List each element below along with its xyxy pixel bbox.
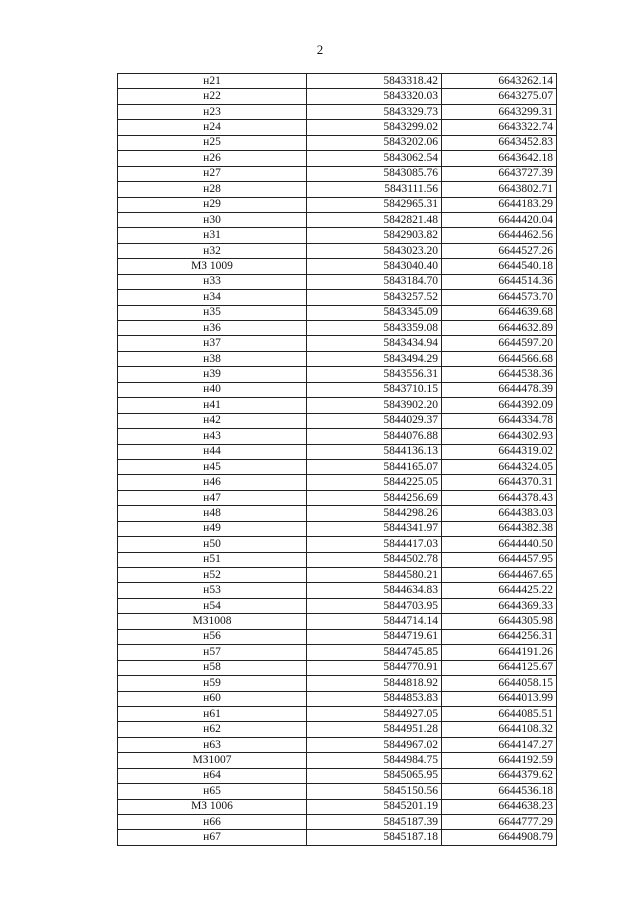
y-coordinate-cell: 6644462.56: [442, 228, 557, 243]
table-row: [118, 475, 557, 490]
y-coordinate-cell: 6644378.43: [442, 490, 557, 505]
y-coordinate-cell: 6644566.68: [442, 351, 557, 366]
point-id-cell: н33: [118, 274, 307, 289]
y-coordinate-cell: 6644085.51: [442, 706, 557, 721]
point-id-cell: н67: [118, 830, 307, 845]
y-coordinate-cell: 6644540.18: [442, 259, 557, 274]
x-coordinate-cell: 5844136.13: [307, 444, 442, 459]
y-coordinate-cell: 6644425.22: [442, 583, 557, 598]
x-coordinate-cell: 5844719.61: [307, 629, 442, 644]
point-id-cell: н54: [118, 598, 307, 613]
table-row: [118, 753, 557, 768]
point-id-cell: н53: [118, 583, 307, 598]
x-coordinate-cell: 5843556.31: [307, 367, 442, 382]
x-coordinate-cell: 5845187.18: [307, 830, 442, 845]
point-id-cell: н31: [118, 228, 307, 243]
y-coordinate-cell: 6644538.36: [442, 367, 557, 382]
y-coordinate-cell: 6644908.79: [442, 830, 557, 845]
y-coordinate-cell: 6644638.23: [442, 799, 557, 814]
x-coordinate-cell: 5843299.02: [307, 120, 442, 135]
table-row: [118, 614, 557, 629]
x-coordinate-cell: 5843202.06: [307, 135, 442, 150]
table-row: [118, 459, 557, 474]
x-coordinate-cell: 5844770.91: [307, 660, 442, 675]
table-row: [118, 382, 557, 397]
table-row: [118, 398, 557, 413]
x-coordinate-cell: 5843257.52: [307, 290, 442, 305]
y-coordinate-cell: 6644370.31: [442, 475, 557, 490]
x-coordinate-cell: 5844225.05: [307, 475, 442, 490]
point-id-cell: н34: [118, 290, 307, 305]
table-row: [118, 89, 557, 104]
x-coordinate-cell: 5843318.42: [307, 74, 442, 89]
point-id-cell: н40: [118, 382, 307, 397]
point-id-cell: н35: [118, 305, 307, 320]
x-coordinate-cell: 5844298.26: [307, 506, 442, 521]
y-coordinate-cell: 6644013.99: [442, 691, 557, 706]
table-row: [118, 74, 557, 89]
y-coordinate-cell: 6644256.31: [442, 629, 557, 644]
table-row: [118, 645, 557, 660]
point-id-cell: н59: [118, 676, 307, 691]
page-number: 2: [316, 42, 324, 57]
table-row: [118, 104, 557, 119]
x-coordinate-cell: 5843434.94: [307, 336, 442, 351]
y-coordinate-cell: 6644324.05: [442, 459, 557, 474]
y-coordinate-cell: 6644420.04: [442, 212, 557, 227]
point-id-cell: н51: [118, 552, 307, 567]
x-coordinate-cell: 5843345.09: [307, 305, 442, 320]
y-coordinate-cell: 6644777.29: [442, 815, 557, 830]
coordinates-table-body: [118, 74, 557, 846]
table-row: [118, 552, 557, 567]
y-coordinate-cell: 6644382.38: [442, 521, 557, 536]
table-row: [118, 120, 557, 135]
table-row: [118, 243, 557, 258]
y-coordinate-cell: 6644108.32: [442, 722, 557, 737]
point-id-cell: МЗ 1009: [118, 259, 307, 274]
y-coordinate-cell: 6644514.36: [442, 274, 557, 289]
x-coordinate-cell: 5844745.85: [307, 645, 442, 660]
x-coordinate-cell: 5844029.37: [307, 413, 442, 428]
point-id-cell: н62: [118, 722, 307, 737]
x-coordinate-cell: 5844967.02: [307, 737, 442, 752]
table-row: [118, 367, 557, 382]
x-coordinate-cell: 5844984.75: [307, 753, 442, 768]
point-id-cell: н38: [118, 351, 307, 366]
x-coordinate-cell: 5843329.73: [307, 104, 442, 119]
point-id-cell: н44: [118, 444, 307, 459]
y-coordinate-cell: 6644369.33: [442, 598, 557, 613]
table-row: [118, 151, 557, 166]
x-coordinate-cell: 5842903.82: [307, 228, 442, 243]
y-coordinate-cell: 6644527.26: [442, 243, 557, 258]
table-row: [118, 830, 557, 845]
table-row: [118, 135, 557, 150]
table-row: [118, 691, 557, 706]
x-coordinate-cell: 5844580.21: [307, 568, 442, 583]
point-id-cell: МЗ 1006: [118, 799, 307, 814]
y-coordinate-cell: 6643322.74: [442, 120, 557, 135]
point-id-cell: н24: [118, 120, 307, 135]
y-coordinate-cell: 6644457.95: [442, 552, 557, 567]
point-id-cell: н48: [118, 506, 307, 521]
point-id-cell: н29: [118, 197, 307, 212]
point-id-cell: н60: [118, 691, 307, 706]
point-id-cell: н46: [118, 475, 307, 490]
point-id-cell: н41: [118, 398, 307, 413]
point-id-cell: н27: [118, 166, 307, 181]
x-coordinate-cell: 5845065.95: [307, 768, 442, 783]
x-coordinate-cell: 5843040.40: [307, 259, 442, 274]
y-coordinate-cell: 6644192.59: [442, 753, 557, 768]
point-id-cell: н49: [118, 521, 307, 536]
y-coordinate-cell: 6643275.07: [442, 89, 557, 104]
y-coordinate-cell: 6644597.20: [442, 336, 557, 351]
table-row: [118, 737, 557, 752]
table-row: [118, 815, 557, 830]
y-coordinate-cell: 6643452.83: [442, 135, 557, 150]
x-coordinate-cell: 5844165.07: [307, 459, 442, 474]
table-row: [118, 521, 557, 536]
x-coordinate-cell: 5842965.31: [307, 197, 442, 212]
point-id-cell: н52: [118, 568, 307, 583]
table-row: [118, 444, 557, 459]
x-coordinate-cell: 5844951.28: [307, 722, 442, 737]
x-coordinate-cell: 5845201.19: [307, 799, 442, 814]
x-coordinate-cell: 5844256.69: [307, 490, 442, 505]
x-coordinate-cell: 5843023.20: [307, 243, 442, 258]
x-coordinate-cell: 5843359.08: [307, 321, 442, 336]
point-id-cell: н37: [118, 336, 307, 351]
x-coordinate-cell: 5845187.39: [307, 815, 442, 830]
x-coordinate-cell: 5844703.95: [307, 598, 442, 613]
y-coordinate-cell: 6644334.78: [442, 413, 557, 428]
table-row: [118, 429, 557, 444]
x-coordinate-cell: 5842821.48: [307, 212, 442, 227]
y-coordinate-cell: 6644632.89: [442, 321, 557, 336]
table-row: [118, 259, 557, 274]
table-row: [118, 166, 557, 181]
y-coordinate-cell: 6644191.26: [442, 645, 557, 660]
y-coordinate-cell: 6643299.31: [442, 104, 557, 119]
table-row: [118, 321, 557, 336]
table-row: [118, 490, 557, 505]
x-coordinate-cell: 5844927.05: [307, 706, 442, 721]
point-id-cell: н26: [118, 151, 307, 166]
table-row: [118, 336, 557, 351]
table-row: [118, 351, 557, 366]
table-row: [118, 660, 557, 675]
y-coordinate-cell: 6644639.68: [442, 305, 557, 320]
table-row: [118, 784, 557, 799]
y-coordinate-cell: 6643642.18: [442, 151, 557, 166]
y-coordinate-cell: 6644478.39: [442, 382, 557, 397]
point-id-cell: н45: [118, 459, 307, 474]
point-id-cell: н66: [118, 815, 307, 830]
table-row: [118, 629, 557, 644]
x-coordinate-cell: 5844818.92: [307, 676, 442, 691]
point-id-cell: н42: [118, 413, 307, 428]
table-row: [118, 290, 557, 305]
x-coordinate-cell: 5843184.70: [307, 274, 442, 289]
table-row: [118, 305, 557, 320]
x-coordinate-cell: 5843111.56: [307, 182, 442, 197]
point-id-cell: н39: [118, 367, 307, 382]
x-coordinate-cell: 5843320.03: [307, 89, 442, 104]
y-coordinate-cell: 6643802.71: [442, 182, 557, 197]
point-id-cell: н47: [118, 490, 307, 505]
x-coordinate-cell: 5845150.56: [307, 784, 442, 799]
table-row: [118, 568, 557, 583]
point-id-cell: н63: [118, 737, 307, 752]
y-coordinate-cell: 6644302.93: [442, 429, 557, 444]
point-id-cell: н50: [118, 537, 307, 552]
table-row: [118, 212, 557, 227]
table-row: [118, 274, 557, 289]
y-coordinate-cell: 6644467.65: [442, 568, 557, 583]
point-id-cell: н25: [118, 135, 307, 150]
table-row: [118, 197, 557, 212]
y-coordinate-cell: 6644305.98: [442, 614, 557, 629]
table-row: [118, 722, 557, 737]
table-row: [118, 676, 557, 691]
point-id-cell: н21: [118, 74, 307, 89]
table-row: [118, 506, 557, 521]
y-coordinate-cell: 6644183.29: [442, 197, 557, 212]
y-coordinate-cell: 6644379.62: [442, 768, 557, 783]
point-id-cell: н65: [118, 784, 307, 799]
point-id-cell: н43: [118, 429, 307, 444]
table-row: [118, 799, 557, 814]
point-id-cell: н28: [118, 182, 307, 197]
x-coordinate-cell: 5843085.76: [307, 166, 442, 181]
y-coordinate-cell: 6643262.14: [442, 74, 557, 89]
point-id-cell: МЗ1007: [118, 753, 307, 768]
point-id-cell: н64: [118, 768, 307, 783]
point-id-cell: н61: [118, 706, 307, 721]
x-coordinate-cell: 5844853.83: [307, 691, 442, 706]
x-coordinate-cell: 5844417.03: [307, 537, 442, 552]
y-coordinate-cell: 6644392.09: [442, 398, 557, 413]
point-id-cell: МЗ1008: [118, 614, 307, 629]
x-coordinate-cell: 5844341.97: [307, 521, 442, 536]
point-id-cell: н56: [118, 629, 307, 644]
table-row: [118, 583, 557, 598]
y-coordinate-cell: 6644319.02: [442, 444, 557, 459]
x-coordinate-cell: 5844714.14: [307, 614, 442, 629]
table-row: [118, 706, 557, 721]
y-coordinate-cell: 6644058.15: [442, 676, 557, 691]
point-id-cell: н32: [118, 243, 307, 258]
point-id-cell: н57: [118, 645, 307, 660]
x-coordinate-cell: 5843062.54: [307, 151, 442, 166]
x-coordinate-cell: 5843710.15: [307, 382, 442, 397]
y-coordinate-cell: 6644573.70: [442, 290, 557, 305]
y-coordinate-cell: 6644147.27: [442, 737, 557, 752]
table-row: [118, 228, 557, 243]
table-row: [118, 413, 557, 428]
y-coordinate-cell: 6644536.18: [442, 784, 557, 799]
point-id-cell: н58: [118, 660, 307, 675]
y-coordinate-cell: 6644440.50: [442, 537, 557, 552]
table-row: [118, 537, 557, 552]
point-id-cell: н30: [118, 212, 307, 227]
point-id-cell: н22: [118, 89, 307, 104]
table-row: [118, 182, 557, 197]
x-coordinate-cell: 5843494.29: [307, 351, 442, 366]
coordinates-table: [117, 73, 557, 846]
point-id-cell: н23: [118, 104, 307, 119]
y-coordinate-cell: 6644125.67: [442, 660, 557, 675]
point-id-cell: н36: [118, 321, 307, 336]
table-row: [118, 598, 557, 613]
x-coordinate-cell: 5843902.20: [307, 398, 442, 413]
y-coordinate-cell: 6643727.39: [442, 166, 557, 181]
x-coordinate-cell: 5844634.83: [307, 583, 442, 598]
x-coordinate-cell: 5844502.78: [307, 552, 442, 567]
y-coordinate-cell: 6644383.03: [442, 506, 557, 521]
table-row: [118, 768, 557, 783]
x-coordinate-cell: 5844076.88: [307, 429, 442, 444]
